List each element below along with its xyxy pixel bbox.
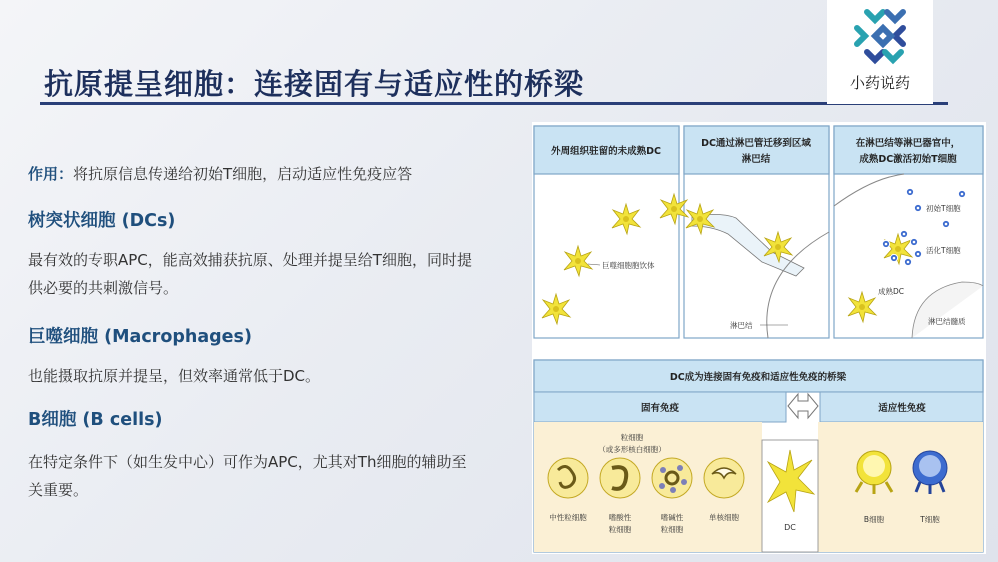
logo-text: 小药说药: [849, 74, 910, 92]
title-underline: [40, 102, 948, 105]
section-body-macrophage: [28, 362, 528, 390]
activated-t-cell: [904, 258, 911, 265]
activated-t-cell: [900, 230, 907, 237]
panel-2-header: [684, 126, 829, 174]
neutrophil-label: 中性粒细胞: [549, 513, 587, 522]
monocyte-label: 单核细胞: [709, 513, 739, 522]
logo: [827, 0, 933, 104]
basophil-label-2: 粒细胞: [660, 525, 684, 534]
innate-title: 固有免疫: [640, 403, 680, 414]
body-line: 也能摄取抗原并提呈，但效率通常低于DC。: [28, 367, 321, 385]
adaptive-title: 适应性免疫: [878, 403, 926, 414]
function-text: 将抗原信息传递给初始T细胞，启动适应性免疫应答: [73, 165, 413, 183]
naive-t-cell: [914, 204, 921, 211]
adaptive-area: [818, 422, 983, 552]
function-label: 作用：: [28, 165, 74, 183]
panel-3-header: [834, 126, 983, 174]
label-mature-dc: 成熟DC: [878, 287, 905, 296]
naive-t-cell: [958, 190, 965, 197]
bridge-title: DC成为连接固有免疫和适应性免疫的桥梁: [669, 372, 847, 383]
label-medulla: 淋巴结髓质: [928, 317, 966, 326]
body-line: 在特定条件下（如生发中心）可作为APC，尤其对Th细胞的辅助至: [28, 453, 467, 471]
panel-3-title-line-2: 成熟DC激活初始T细胞: [859, 154, 957, 165]
label-naive-t: 初始T细胞: [926, 204, 961, 213]
label-macropinosome: 巨噬细胞胞饮体: [602, 261, 655, 270]
activated-t-cell: [890, 254, 897, 261]
panel-2-title-line-1: DC通过淋巴管迁移到区域: [701, 138, 811, 149]
b-cell-label: B细胞: [863, 515, 885, 524]
activated-t-cell: [882, 240, 889, 247]
panel-3-title-line-1: 在淋巴结等淋巴器官中，: [855, 138, 961, 149]
body-line: 最有效的专职APC，能高效捕获抗原、处理并提呈给T细胞，同时提: [28, 251, 472, 269]
label-lymph-node: 淋巴结: [730, 321, 753, 330]
section-heading-bcell: B细胞 (B cells): [28, 410, 163, 430]
section-heading-macrophage: 巨噬细胞 (Macrophages): [28, 327, 252, 347]
naive-t-cell: [942, 220, 949, 227]
basophil-label-1: 嗜碱性: [660, 513, 684, 522]
panel-2-title-line-2: 淋巴结: [741, 154, 771, 165]
activated-t-cell: [910, 238, 917, 245]
activated-t-cell: [914, 250, 921, 257]
section-body-bcell: [28, 448, 528, 504]
eosinophil-label-2: 粒细胞: [608, 525, 632, 534]
naive-t-cell: [906, 188, 913, 195]
page-title: 抗原提呈细胞：连接固有与适应性的桥梁: [44, 67, 585, 101]
eosinophil: [600, 458, 640, 498]
t-cell-label: T细胞: [920, 515, 940, 524]
label-activated-t: 活化T细胞: [926, 246, 961, 255]
molecule-logo-icon: [827, 0, 933, 72]
section-heading-dc: 树突状细胞 (DCs): [28, 211, 176, 231]
granulocyte-note: 粒细胞: [620, 433, 644, 442]
body-line: 关重要。: [28, 481, 89, 499]
section-body-dc: [28, 246, 528, 302]
dc-bridge-figure: [532, 122, 986, 554]
panel-1-title: 外周组织驻留的未成熟DC: [551, 146, 661, 157]
body-line: 供必要的共刺激信号。: [28, 279, 179, 297]
dc-label: DC: [784, 523, 796, 532]
neutrophil: [548, 458, 588, 498]
granulocyte-note-2: （或多形核白细胞）: [598, 445, 666, 454]
figure-svg: [532, 122, 986, 554]
function-line: [28, 160, 528, 188]
eosinophil-label-1: 嗜酸性: [608, 513, 632, 522]
